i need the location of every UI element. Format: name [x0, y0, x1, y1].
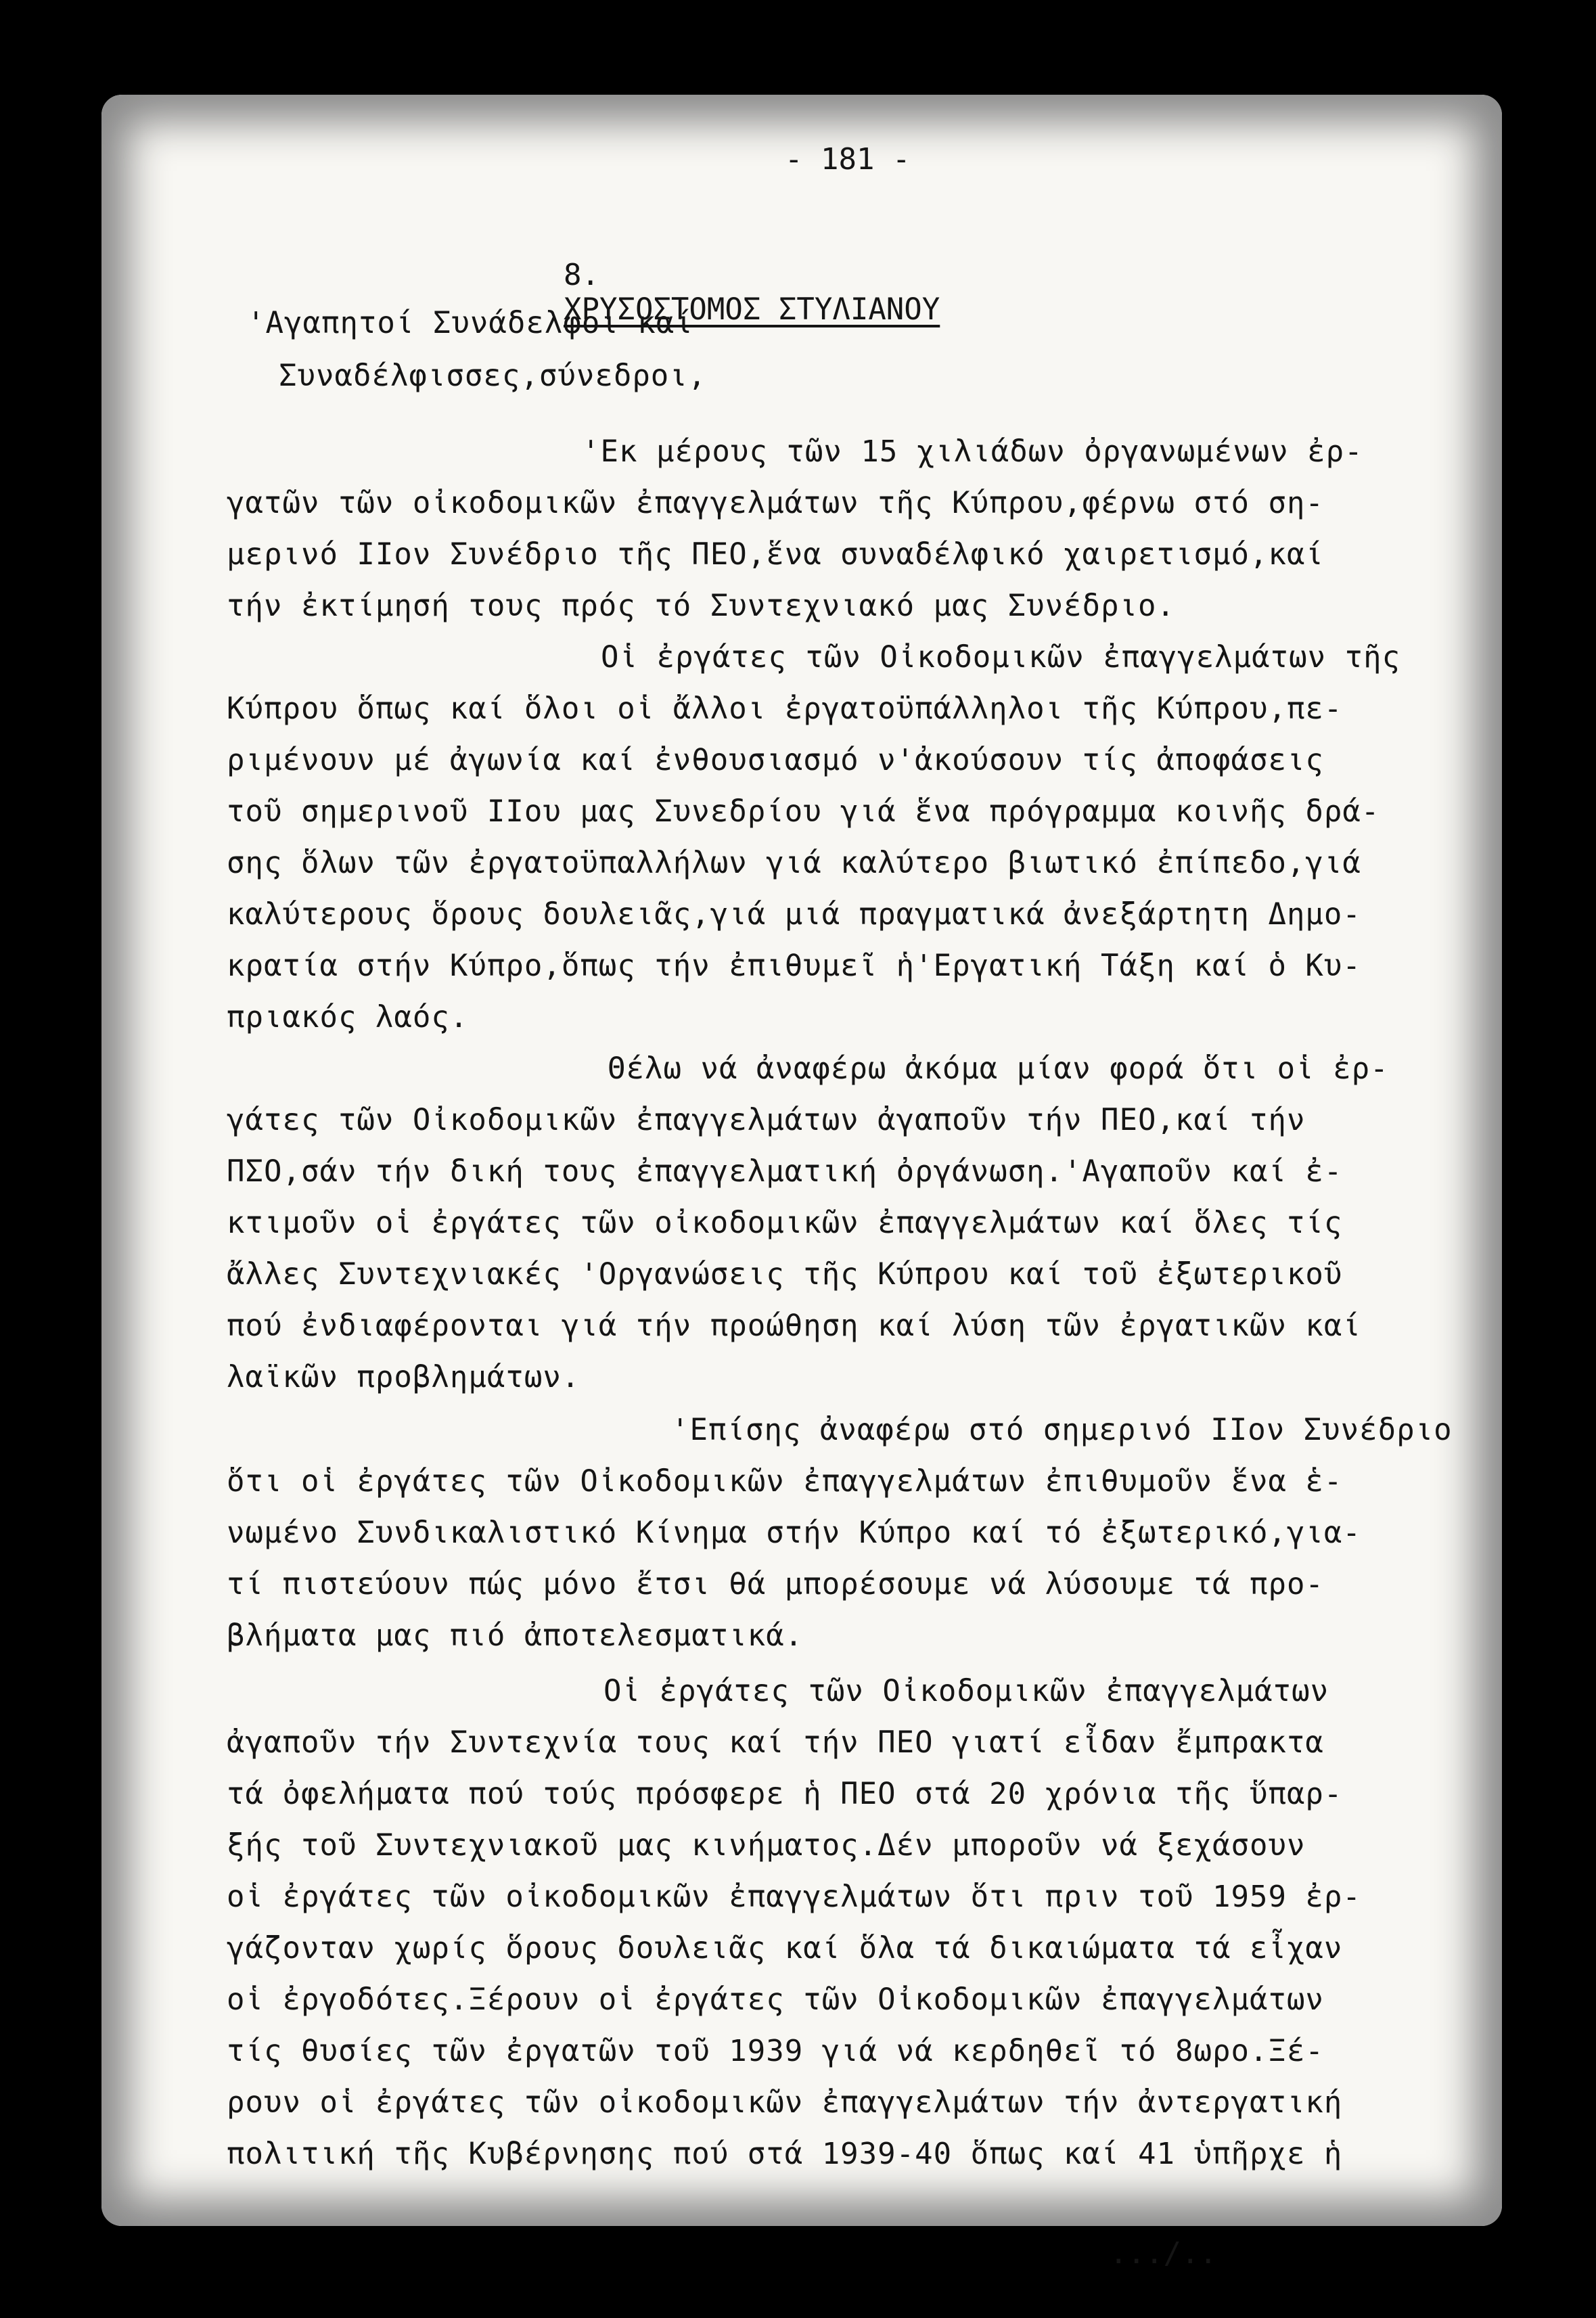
section-number: 8.: [563, 258, 599, 292]
paragraph-line: οἱ ἐργάτες τῶν οἰκοδομικῶν ἐπαγγελμάτων ὅτι πριν τοῦ 1959 ἐρ-: [227, 1880, 1361, 1914]
paragraph-line: γάζονταν χωρίς ὅρους δουλειᾶς καί ὅλα τά δικαιώματα τά εἶχαν: [227, 1931, 1343, 1965]
paragraph-line: ξής τοῦ Συντεχνιακοῦ μας κινήματος.Δέν μποροῦν νά ξεχάσουν: [227, 1828, 1306, 1863]
paragraph-line: ἀγαποῦν τήν Συντεχνία τους καί τήν ΠΕΟ γιατί εἶδαν ἔμπρακτα: [227, 1725, 1324, 1760]
paragraph-line: ριμένουν μέ ἀγωνία καί ἐνθουσιασμό ν'ἀκούσουν τίς ἀποφάσεις: [227, 743, 1324, 777]
paragraph-line: Οἱ ἐργάτες τῶν Οἰκοδομικῶν ἐπαγγελμάτων τῆς: [601, 640, 1401, 675]
paragraph-line: πριακός λαός.: [227, 1000, 469, 1035]
paragraph-line: βλήματα μας πιό ἀποτελεσματικά.: [227, 1618, 804, 1653]
paragraph-line: τά ὀφελήματα πού τούς πρόσφερε ἡ ΠΕΟ στά 20 χρόνια τῆς ὕπαρ-: [227, 1777, 1343, 1811]
salutation-line: Συναδέλφισσες,σύνεδροι,: [279, 359, 707, 393]
page-number: - 181 -: [785, 142, 911, 177]
paragraph-line: τί πιστεύουν πώς μόνο ἔτσι θά μπορέσουμε νά λύσουμε τά προ-: [227, 1567, 1324, 1601]
paragraph-line: ρουν οἱ ἐργάτες τῶν οἰκοδομικῶν ἐπαγγελμάτων τήν ἀντεργατική: [227, 2085, 1343, 2120]
paragraph-line: κρατία στήν Κύπρο,ὅπως τήν ἐπιθυμεῖ ἡ'Εργατική Τάξη καί ὁ Κυ-: [227, 949, 1361, 983]
paragraph-line: 'Εκ μέρους τῶν 15 χιλιάδων ὀργανωμένων ἐρ-: [582, 434, 1363, 469]
paragraph-line: Θέλω νά ἀναφέρω ἀκόμα μίαν φορά ὅτι οἱ ἐρ-: [608, 1051, 1389, 1086]
paragraph-line: ὅτι οἱ ἐργάτες τῶν Οἰκοδομικῶν ἐπαγγελμάτων ἐπιθυμοῦν ἕνα ἑ-: [227, 1464, 1343, 1499]
paragraph-line: τοῦ σημερινοῦ ΙΙου μας Συνεδρίου γιά ἕνα πρόγραμμα κοινῆς δρά-: [227, 794, 1380, 829]
paragraph-line: πού ἐνδιαφέρονται γιά τήν προώθηση καί λύση τῶν ἐργατικῶν καί: [227, 1309, 1361, 1343]
paragraph-line: πολιτική τῆς Κυβέρνησης πού στά 1939-40 ὅπως καί 41 ὑπῆρχε ἡ: [227, 2137, 1343, 2171]
paragraph-line: κτιμοῦν οἱ ἐργάτες τῶν οἰκοδομικῶν ἐπαγγελμάτων καί ὅλες τίς: [227, 1206, 1343, 1240]
continuation-mark: .../..: [1110, 2236, 1217, 2271]
paragraph-line: 'Επίσης ἀναφέρω στό σημερινό ΙΙον Συνέδριο: [671, 1413, 1453, 1447]
paragraph-line: τήν ἐκτίμησή τους πρός τό Συντεχνιακό μας Συνέδριο.: [227, 589, 1176, 623]
paragraph-line: μερινό ΙΙον Συνέδριο τῆς ΠΕΟ,ἕνα συναδέλφικό χαιρετισμό,καί: [227, 537, 1324, 572]
paragraph-line: οἱ ἐργοδότες.Ξέρουν οἱ ἐργάτες τῶν Οἰκοδομικῶν ἐπαγγελμάτων: [227, 1982, 1324, 2017]
paragraph-line: ΠΣΟ,σάν τήν δική τους ἐπαγγελματική ὀργάνωση.'Αγαποῦν καί ἐ-: [227, 1154, 1343, 1189]
speaker-name: ΧΡΥΣΟΣΤΟΜΟΣ ΣΤΥΛΙΑΝΟΥ: [563, 292, 940, 327]
paragraph-line: Κύπρου ὅπως καί ὅλοι οἱ ἄλλοι ἐργατοϋπάλληλοι τῆς Κύπρου,πε-: [227, 691, 1343, 726]
paragraph-line: λαϊκῶν προβλημάτων.: [227, 1360, 580, 1394]
paragraph-line: γατῶν τῶν οἰκοδομικῶν ἐπαγγελμάτων τῆς Κύπρου,φέρνω στό ση-: [227, 486, 1324, 520]
paragraph-line: καλύτερους ὅρους δουλειᾶς,γιά μιά πραγματικά ἀνεξάρτητη Δημο-: [227, 897, 1361, 932]
paragraph-line: γάτες τῶν Οἰκοδομικῶν ἐπαγγελμάτων ἀγαποῦν τήν ΠΕΟ,καί τήν: [227, 1103, 1306, 1137]
paragraph-line: σης ὅλων τῶν ἐργατοϋπαλλήλων γιά καλύτερο βιωτικό ἐπίπεδο,γιά: [227, 846, 1361, 880]
salutation-line: 'Αγαπητοί Συνάδελφοι καί: [247, 306, 693, 340]
paragraph-line: τίς θυσίες τῶν ἐργατῶν τοῦ 1939 γιά νά κερδηθεῖ τό 8ωρο.Ξέ-: [227, 2034, 1324, 2068]
paragraph-line: ἄλλες Συντεχνιακές 'Οργανώσεις τῆς Κύπρου καί τοῦ ἐξωτερικοῦ: [227, 1257, 1343, 1292]
paragraph-line: Οἱ ἐργάτες τῶν Οἰκοδομικῶν ἐπαγγελμάτων: [603, 1674, 1329, 1708]
paragraph-line: νωμένο Συνδικαλιστικό Κίνημα στήν Κύπρο καί τό ἐξωτερικό,για-: [227, 1516, 1361, 1550]
